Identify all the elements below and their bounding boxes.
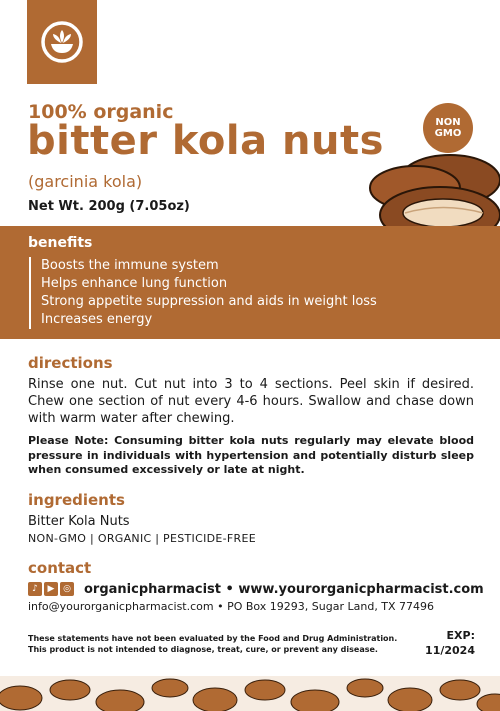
instagram-icon[interactable]: ◎ bbox=[60, 582, 74, 596]
benefits-heading: benefits bbox=[28, 235, 93, 251]
benefits-section bbox=[0, 226, 500, 339]
non-gmo-badge bbox=[423, 103, 473, 153]
badge-line1: NON bbox=[435, 117, 461, 128]
youtube-icon[interactable]: ▶ bbox=[44, 582, 58, 596]
benefit-item: Helps enhance lung function bbox=[41, 276, 228, 291]
benefit-item: Strong appetite suppression and aids in weight loss bbox=[41, 294, 377, 309]
ingredients-value: Bitter Kola Nuts bbox=[28, 514, 130, 529]
fda-disclaimer: These statements have not been evaluated by the Food and Drug Administration. This product is not intended to diagnose, treat, cure, or prevent any disease. bbox=[28, 634, 398, 654]
badge-line2: GMO bbox=[434, 128, 462, 139]
nuts-pattern-strip bbox=[0, 676, 500, 711]
latin-name: (garcinia kola) bbox=[28, 172, 143, 191]
contact-handle-website: organicpharmacist • www.yourorganicpharmacist.com bbox=[84, 582, 484, 597]
social-icons bbox=[28, 582, 74, 596]
leaf-mortar-icon bbox=[40, 20, 84, 64]
brand-logo bbox=[27, 0, 97, 84]
contact-email-address: info@yourorganicpharmacist.com • PO Box 19293, Sugar Land, TX 77496 bbox=[28, 600, 435, 613]
ingredients-heading: ingredients bbox=[28, 491, 125, 509]
ingredients-tags: NON-GMO | ORGANIC | PESTICIDE-FREE bbox=[28, 532, 256, 545]
contact-heading: contact bbox=[28, 559, 92, 577]
directions-heading: directions bbox=[28, 354, 113, 372]
product-title: bitter kola nuts bbox=[27, 118, 384, 164]
tiktok-icon[interactable]: ♪ bbox=[28, 582, 42, 596]
directions-text: Rinse one nut. Cut nut into 3 to 4 sections. Peel skin if desired. Chew one section of nut every 4-6 hours. Swallow and chase down with warm water after chewing. bbox=[28, 377, 474, 426]
benefits-list bbox=[29, 257, 377, 329]
net-weight: Net Wt. 200g (7.05oz) bbox=[28, 199, 190, 214]
expiry-label: EXP: bbox=[446, 629, 475, 642]
organic-subtitle: 100% organic bbox=[28, 101, 174, 123]
benefit-item: Increases energy bbox=[41, 312, 153, 327]
expiry-block bbox=[425, 628, 475, 658]
expiry-date: 11/2024 bbox=[425, 644, 475, 657]
warning-note: Please Note: Consuming bitter kola nuts regularly may elevate blood pressure in individuals with hypertension and potentially disturb sleep when consumed excessively or late at night. bbox=[28, 434, 474, 476]
benefit-item: Boosts the immune system bbox=[41, 258, 219, 273]
